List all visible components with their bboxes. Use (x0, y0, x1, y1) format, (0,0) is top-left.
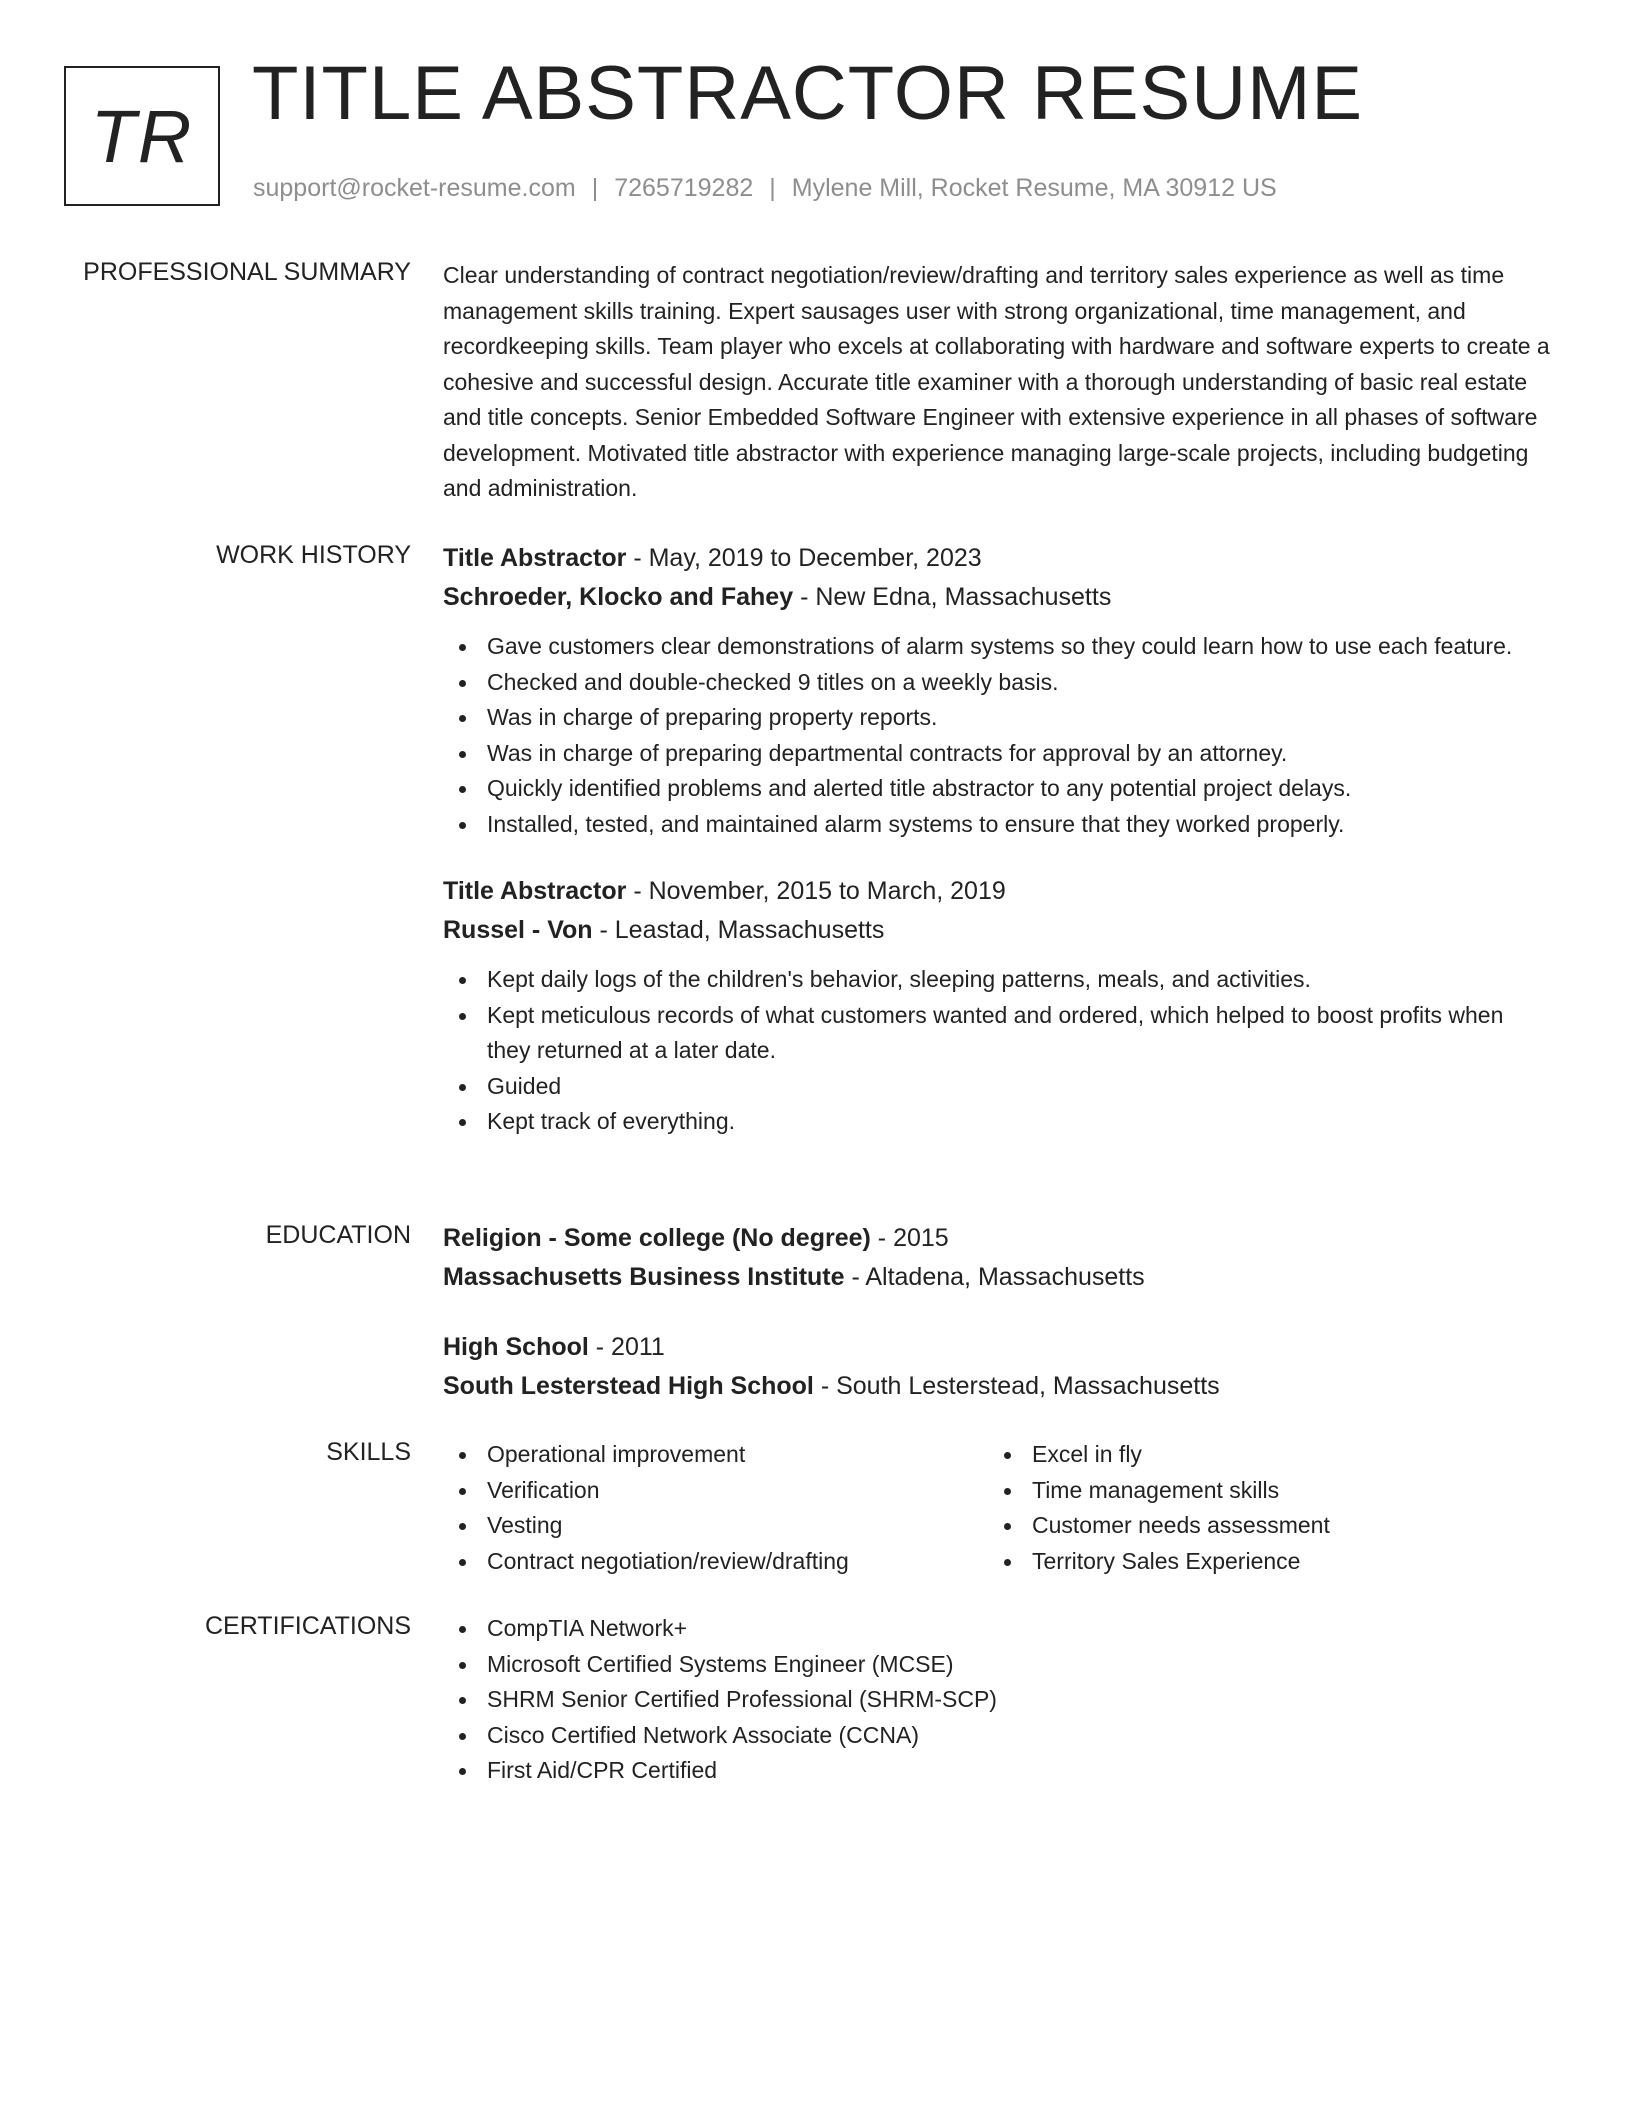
section-heading-education: EDUCATION (265, 1221, 411, 1249)
education-degree: High School (443, 1333, 589, 1361)
job-title-line (443, 539, 1553, 578)
job-location: - Leastad, Massachusetts (592, 916, 885, 944)
job-bullet: Guided (443, 1069, 1553, 1105)
education-location: - South Lesterstead, Massachusetts (813, 1372, 1220, 1400)
skill-item: Territory Sales Experience (988, 1544, 1533, 1580)
job-bullet: Installed, tested, and maintained alarm systems to ensure that they worked properly. (443, 807, 1553, 843)
section-heading-summary: PROFESSIONAL SUMMARY (83, 258, 411, 286)
education-year: - 2015 (870, 1224, 949, 1252)
job-bullet: Checked and double-checked 9 titles on a weekly basis. (443, 665, 1553, 701)
certifications-body (443, 1611, 1553, 1789)
education-school: Massachusetts Business Institute (443, 1263, 845, 1291)
education-school-line (443, 1258, 1553, 1297)
resume-title: TITLE ABSTRACTOR RESUME (252, 51, 1364, 136)
job-dates: - November, 2015 to March, 2019 (626, 877, 1006, 905)
job-bullet: Was in charge of preparing departmental contracts for approval by an attorney. (443, 736, 1553, 772)
monogram-initials: TR (90, 94, 194, 178)
section-heading-work-history: WORK HISTORY (216, 541, 411, 569)
job-company-line (443, 578, 1553, 617)
job-company: Schroeder, Klocko and Fahey (443, 583, 794, 611)
job-entry (443, 872, 1553, 1140)
skills-body (443, 1437, 1553, 1579)
skill-item: Customer needs assessment (988, 1508, 1533, 1544)
skill-item: Excel in fly (988, 1437, 1533, 1473)
certification-item: Microsoft Certified Systems Engineer (MCSE) (443, 1647, 1553, 1683)
job-location: - New Edna, Massachusetts (793, 583, 1112, 611)
job-entry (443, 539, 1553, 842)
contact-separator: | (769, 174, 776, 202)
job-bullet: Gave customers clear demonstrations of alarm systems so they could learn how to use each feature. (443, 629, 1553, 665)
contact-address: Mylene Mill, Rocket Resume, MA 30912 US (791, 174, 1277, 202)
section-heading-certifications: CERTIFICATIONS (204, 1612, 411, 1640)
summary-text: Clear understanding of contract negotiation/review/drafting and territory sales experience as well as time management skills training. Expert sausages user with strong organizational, time management, and recordkeeping skills. Team player who excels at collaborating with hardware and software experts to create a cohesive and successful design. Accurate title examiner with a thorough understanding of basic real estate and title concepts. Senior Embedded Software Engineer with extensive experience in all phases of software development. Motivated title abstractor with experience managing large-scale projects, including budgeting and administration. (443, 262, 1550, 501)
skill-item: Contract negotiation/review/drafting (443, 1544, 988, 1580)
education-degree: Religion - Some college (No degree) (443, 1224, 871, 1252)
skill-item: Time management skills (988, 1473, 1533, 1509)
contact-phone: 7265719282 (614, 174, 754, 202)
contact-separator: | (591, 174, 599, 202)
job-title: Title Abstractor (443, 877, 627, 905)
education-school: South Lesterstead High School (443, 1372, 814, 1400)
education-location: - Altadena, Massachusetts (844, 1263, 1145, 1291)
job-bullet: Kept track of everything. (443, 1104, 1553, 1140)
job-bullet: Quickly identified problems and alerted title abstractor to any potential project delays. (443, 771, 1553, 807)
certifications-list (443, 1611, 1553, 1789)
education-body (443, 1219, 1553, 1406)
education-degree-line (443, 1328, 1553, 1367)
certification-item: CompTIA Network+ (443, 1611, 1553, 1647)
monogram-box (64, 66, 220, 206)
education-year: - 2011 (588, 1333, 665, 1361)
contact-email: support@rocket-resume.com (253, 174, 576, 202)
education-school-line (443, 1367, 1553, 1406)
summary-body (443, 258, 1553, 507)
job-title-line (443, 872, 1553, 911)
certification-item: SHRM Senior Certified Professional (SHRM-SCP) (443, 1682, 1553, 1718)
job-company: Russel - Von (443, 916, 593, 944)
job-bullet: Was in charge of preparing property reports. (443, 700, 1553, 736)
skill-item: Operational improvement (443, 1437, 988, 1473)
job-title: Title Abstractor (443, 544, 627, 572)
job-bullet: Kept meticulous records of what customers wanted and ordered, which helped to boost profits when they returned at a later date. (443, 998, 1553, 1069)
job-company-line (443, 911, 1553, 950)
contact-line (253, 174, 1277, 203)
certification-item: First Aid/CPR Certified (443, 1753, 1553, 1789)
section-heading-skills: SKILLS (326, 1438, 411, 1466)
work-history-body (443, 539, 1553, 1140)
job-bullets (443, 962, 1553, 1140)
certification-item: Cisco Certified Network Associate (CCNA) (443, 1718, 1553, 1754)
job-dates: - May, 2019 to December, 2023 (626, 544, 982, 572)
education-entry (443, 1328, 1553, 1406)
education-entry (443, 1219, 1553, 1297)
education-degree-line (443, 1219, 1553, 1258)
job-bullets (443, 629, 1553, 842)
skill-item: Verification (443, 1473, 988, 1509)
skill-item: Vesting (443, 1508, 988, 1544)
skills-grid (443, 1437, 1553, 1579)
skills-column-right (988, 1437, 1533, 1579)
skills-column-left (443, 1437, 988, 1579)
job-bullet: Kept daily logs of the children's behavior, sleeping patterns, meals, and activities. (443, 962, 1553, 998)
